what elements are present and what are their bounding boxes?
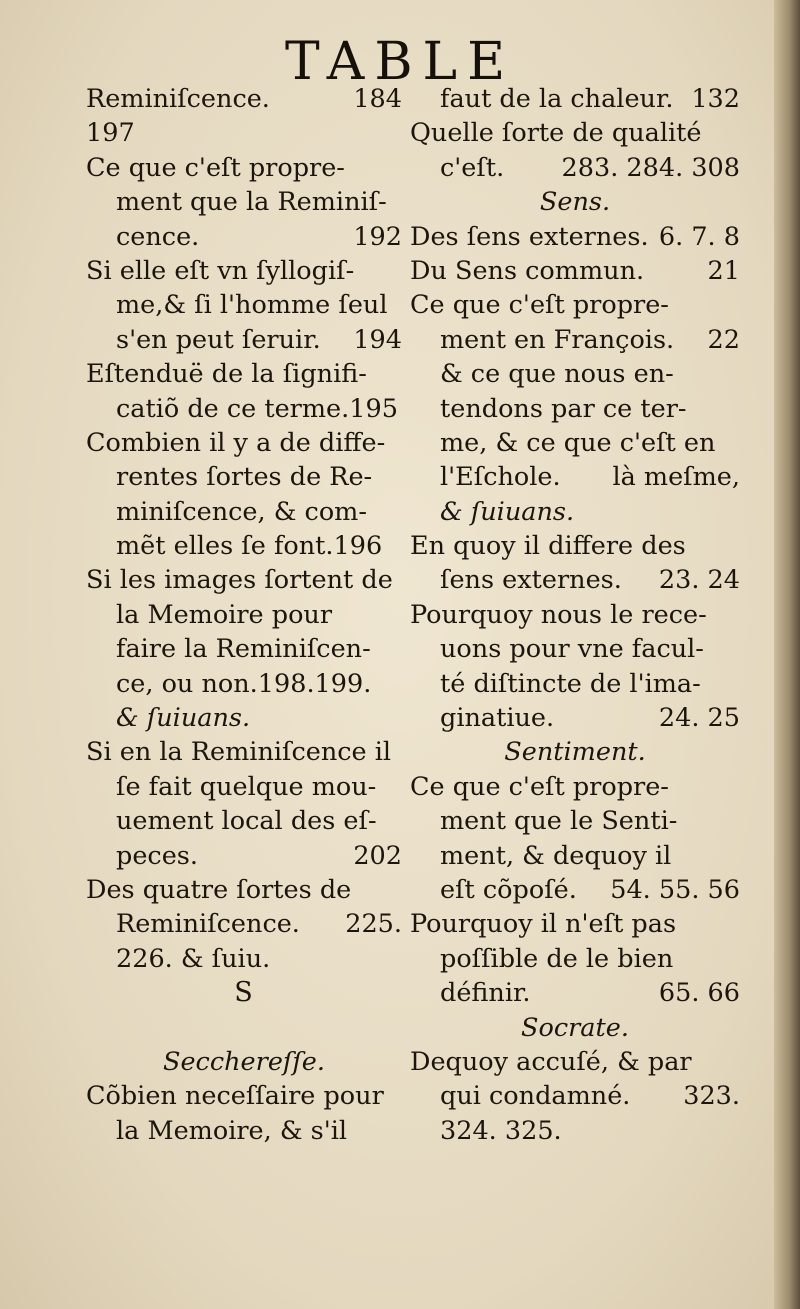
index-line: [410, 804, 740, 838]
index-entry-text: peces.: [116, 840, 198, 871]
index-entry-text: faire la Reminiſcen-: [116, 634, 371, 665]
index-line: [86, 976, 402, 1010]
index-line: [86, 220, 402, 254]
index-page-number: 194: [353, 324, 402, 355]
index-page-number: 54. 55. 56: [610, 874, 740, 905]
index-entry-text: qui condamné.: [440, 1081, 631, 1112]
index-entry-text: Pourquoy il n'eſt pas: [410, 909, 677, 940]
index-entry-text: Secchereſſe.: [163, 1046, 325, 1077]
index-line: [86, 529, 402, 563]
index-entry-text: c'eſt.: [440, 152, 505, 183]
index-line: [410, 701, 740, 735]
index-entry-text: Sentiment.: [504, 737, 646, 768]
index-line: [410, 770, 740, 804]
index-line: [410, 942, 740, 976]
index-line: [86, 1045, 402, 1079]
index-line: [410, 460, 740, 494]
index-entry-text: Ce que c'eſt propre-: [86, 152, 345, 183]
index-line: [410, 323, 740, 357]
index-line: [410, 1011, 740, 1045]
index-line: [410, 1114, 740, 1148]
index-entry-text: ce, ou non.198.199.: [116, 668, 372, 699]
index-line: [86, 151, 402, 185]
index-page-number: 23. 24: [658, 565, 740, 596]
index-line: [410, 839, 740, 873]
index-line: [86, 1079, 402, 1113]
index-line: [410, 426, 740, 460]
index-page-number: 323.: [683, 1081, 740, 1112]
index-line: [86, 392, 402, 426]
index-line: [410, 976, 740, 1010]
index-line: [410, 632, 740, 666]
index-entry-text: Socrate.: [521, 1012, 629, 1043]
index-page-number: 225.: [345, 909, 402, 940]
index-entry-text: En quoy il differe des: [410, 531, 686, 562]
index-page-number: 21: [707, 255, 740, 286]
index-line: [410, 735, 740, 769]
index-line: [86, 873, 402, 907]
index-entry-text: uement local des eſ-: [116, 806, 377, 837]
index-line: [86, 563, 402, 597]
index-line: [86, 426, 402, 460]
index-line: [410, 288, 740, 322]
index-entry-text: rentes ſortes de Re-: [116, 462, 373, 493]
index-entry-text: Ce que c'eſt propre-: [410, 771, 669, 802]
index-line: [410, 357, 740, 391]
index-entry-text: Cõbien neceſſaire pour: [86, 1081, 384, 1112]
index-page-number: 6. 7. 8: [658, 221, 740, 252]
index-line: [410, 598, 740, 632]
index-line: [410, 529, 740, 563]
index-entry-text: Des ſens externes.: [410, 221, 649, 252]
index-entry-text: miniſcence, & com-: [116, 496, 367, 527]
index-entry-text: la Memoire pour: [116, 599, 333, 630]
index-line: [410, 907, 740, 941]
index-entry-text: ſens externes.: [440, 565, 622, 596]
index-entry-text: l'Eſchole.: [440, 462, 561, 493]
index-line: [86, 907, 402, 941]
index-entry-text: tendons par ce ter-: [440, 393, 687, 424]
index-line: [86, 357, 402, 391]
index-entry-text: 324. 325.: [440, 1115, 562, 1146]
page-gutter-shadow: [774, 0, 800, 1309]
index-entry-text: Si en la Reminiſcence il: [86, 737, 392, 768]
index-entry-text: me, & ce que c'eſt en: [440, 427, 716, 458]
index-line: [86, 288, 402, 322]
index-page-number: 24. 25: [658, 703, 740, 734]
index-page-number: 132: [691, 84, 740, 114]
index-entry-text: & ſuiuans.: [116, 703, 251, 734]
index-page-number: 202: [353, 840, 402, 871]
index-entry-text: Reminiſcence.: [86, 84, 270, 114]
index-line: [410, 495, 740, 529]
index-entry-text: Pourquoy nous le rece-: [410, 599, 707, 630]
index-entry-text: la Memoire, & s'il: [116, 1115, 348, 1146]
index-line: [410, 873, 740, 907]
index-entry-text: 197: [86, 118, 135, 149]
index-entry-text: poſſible de le bien: [440, 943, 674, 974]
index-entry-text: faut de la chaleur.: [440, 84, 674, 114]
index-entry-text: uons pour vne facul-: [440, 634, 704, 665]
index-line: [86, 82, 402, 116]
index-page-number: 22: [707, 324, 740, 355]
page-title: TABLE: [284, 32, 516, 92]
index-entry-text: & ſuiuans.: [440, 496, 575, 527]
index-entry-text: Des quatre ſortes de: [86, 874, 352, 905]
index-entry-text: ment, & dequoy il: [440, 840, 672, 871]
index-line: [86, 254, 402, 288]
index-entry-text: ment en François.: [440, 324, 675, 355]
index-entry-text: & ce que nous en-: [440, 359, 674, 390]
index-line: [86, 770, 402, 804]
index-line: [86, 460, 402, 494]
index-line: [410, 185, 740, 219]
index-line: [410, 254, 740, 288]
index-entry-text: Dequoy accuſé, & par: [410, 1046, 692, 1077]
index-line: [86, 495, 402, 529]
index-entry-text: Ce que c'eſt propre-: [410, 290, 669, 321]
index-page-number: 184: [353, 84, 402, 114]
index-entry-text: ment que le Senti-: [440, 806, 678, 837]
index-line: [86, 632, 402, 666]
index-page-number: 192: [353, 221, 402, 252]
index-entry-text: Sens.: [539, 187, 611, 218]
index-line: [86, 839, 402, 873]
index-line: [410, 116, 740, 150]
index-column-right: [410, 82, 740, 1148]
index-line: [86, 185, 402, 219]
index-entry-text: mẽt elles ſe font.196: [116, 531, 383, 562]
index-entry-text: ſe fait quelque mou-: [116, 771, 377, 802]
index-entry-text: Combien il y a de diffe-: [86, 427, 386, 458]
index-line: [86, 735, 402, 769]
index-page-number: 65. 66: [658, 978, 740, 1009]
index-line: [86, 667, 402, 701]
index-line: [410, 220, 740, 254]
index-entry-text: S: [234, 977, 254, 1009]
index-entry-text: définir.: [440, 978, 531, 1009]
index-entry-text: eſt cõpoſé.: [440, 874, 577, 905]
index-page-number: 283. 284. 308: [561, 152, 740, 183]
index-entry-text: catiõ de ce terme.195: [116, 393, 398, 424]
index-line: [86, 1011, 402, 1045]
index-entry-text: Si elle eſt vn ſyllogiſ-: [86, 255, 355, 286]
index-line: [410, 1079, 740, 1113]
index-entry-text: ment que la Reminiſ-: [116, 187, 387, 218]
index-entry-text: Si les images ſortent de: [86, 565, 393, 596]
index-page-number: là meſme,: [612, 462, 740, 493]
index-column-left: [86, 82, 402, 1148]
index-line: [410, 151, 740, 185]
index-line: [86, 598, 402, 632]
index-entry-text: s'en peut ſeruir.: [116, 324, 321, 355]
index-line: [410, 82, 740, 116]
index-line: [86, 942, 402, 976]
index-line: [410, 1045, 740, 1079]
index-entry-text: Reminiſcence.: [116, 909, 300, 940]
index-line: [410, 667, 740, 701]
index-line: [86, 1114, 402, 1148]
index-line: [86, 116, 402, 150]
index-line: [86, 804, 402, 838]
index-entry-text: me,& ſi l'homme ſeul: [116, 290, 388, 321]
index-line: [410, 392, 740, 426]
index-line: [86, 701, 402, 735]
index-entry-text: Quelle ſorte de qualité: [410, 118, 702, 149]
index-entry-text: Du Sens commun.: [410, 255, 645, 286]
index-line: [410, 563, 740, 597]
index-entry-text: Eſtenduë de la ſignifi-: [86, 359, 367, 390]
index-entry-text: té diſtincte de l'ima-: [440, 668, 701, 699]
index-entry-text: cence.: [116, 221, 200, 252]
index-entry-text: ginatiue.: [440, 703, 555, 734]
index-entry-text: 226. & ſuiu.: [116, 943, 271, 974]
index-line: [86, 323, 402, 357]
